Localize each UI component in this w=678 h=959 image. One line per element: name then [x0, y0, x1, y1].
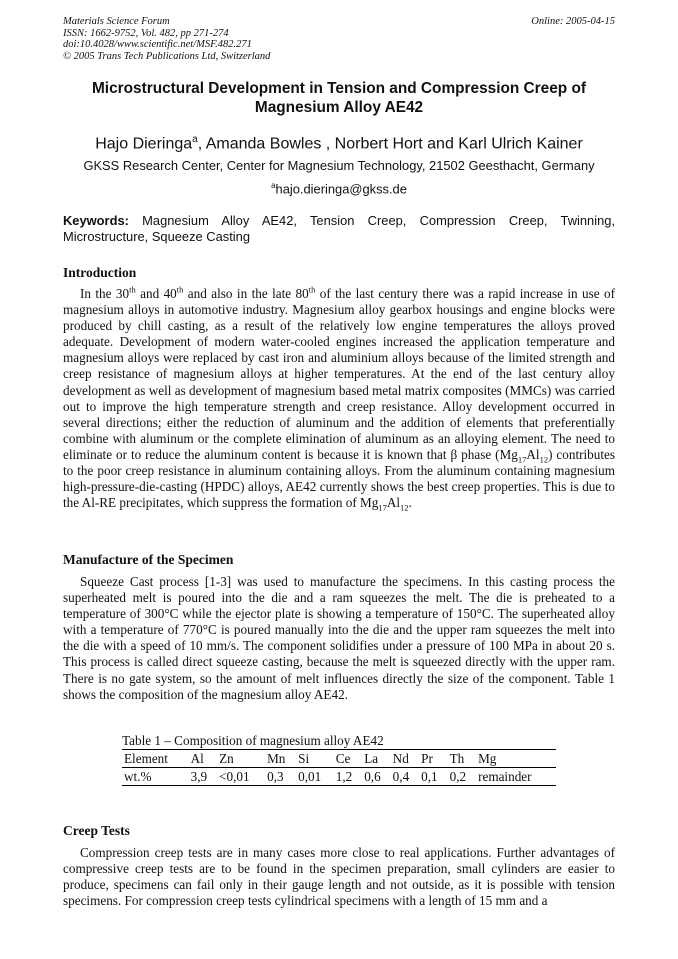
author-list — [40, 130, 638, 154]
intro-text: In the 30 — [80, 286, 130, 301]
intro-sub: 17 — [517, 454, 527, 465]
title-line-1: Microstructural Development in Tension and Compression Creep of — [91, 80, 586, 97]
intro-text: and also in the late 80 — [183, 286, 309, 301]
keywords-label: Keywords: — [63, 213, 129, 228]
intro-sub: 12 — [539, 454, 549, 465]
table-header-cell: Si — [296, 750, 334, 768]
creep-tests-paragraph: Compression creep tests are in many cases more close to real applications. Further advantages of compressive creep tests are to be found in the specimen preparation, small cylinders are easier to produce, specimens can fail only in their gauge length and not outside, as it is possible with tension specimens. For compression creep tests cylindrical specimens with a length of 15 mm and a — [63, 845, 615, 909]
contact-email — [40, 178, 638, 197]
table-cell: 0,2 — [448, 768, 476, 786]
table-cell: 0,1 — [419, 768, 447, 786]
title-line-2: Magnesium Alloy AE42 — [254, 98, 424, 116]
doi-line: doi:10.4028/www.scientific.net/MSF.482.271 — [63, 39, 252, 51]
intro-text: and 40 — [135, 286, 177, 301]
table-cell: 0,3 — [265, 768, 296, 786]
copyright-line: © 2005 Trans Tech Publications Ltd, Switzerland — [63, 50, 271, 62]
intro-sup: th — [129, 284, 136, 295]
first-author: Hajo Dieringa — [95, 135, 193, 153]
other-authors-text: , Amanda Bowles , Norbert Hort and Karl Ulrich Kainer — [197, 135, 583, 153]
table-cell: 1,2 — [334, 768, 362, 786]
intro-text: Al — [526, 446, 540, 462]
first-author-affil-mark: a — [192, 134, 198, 145]
table-header-cell: Ce — [334, 750, 362, 768]
intro-sub: 17 — [378, 502, 387, 513]
introduction-heading: Introduction — [63, 265, 137, 280]
table-cell: 3,9 — [189, 768, 217, 786]
intro-text: ) contributes to the poor creep resistance in aluminum containing alloys. From the aluminum containing magnesium high-pressure-die-casting (HPDC) alloys, AE42 currently shows the best creep properties. This is due to the Al-RE precipitates, which suppress the formation of Mg — [63, 446, 616, 511]
table-cell: wt.% — [122, 768, 189, 786]
email-affil-mark: a — [271, 181, 276, 190]
online-date: Online: 2005-04-15 — [531, 16, 615, 27]
manufacture-heading: Manufacture of the Specimen — [63, 552, 234, 567]
table-header-cell: Th — [448, 750, 476, 768]
table-header-cell: Element — [122, 750, 189, 768]
email-address: hajo.dieringa@gkss.de — [275, 181, 407, 197]
table-row — [122, 768, 556, 786]
intro-sub: 12 — [400, 502, 409, 513]
journal-name: Materials Science Forum — [63, 16, 170, 27]
table-cell: remainder — [476, 768, 556, 786]
journal-header — [63, 16, 615, 62]
intro-sup: th — [176, 284, 184, 295]
table-header-cell: Mn — [265, 750, 296, 768]
composition-table-block — [122, 733, 556, 786]
table-caption: Table 1 – Composition of magnesium alloy AE42 — [122, 733, 384, 748]
table-cell: 0,01 — [296, 768, 334, 786]
table-header-cell: Al — [189, 750, 217, 768]
table-header-cell: Nd — [391, 750, 419, 768]
table-header-row — [122, 750, 556, 768]
keywords-text: Magnesium Alloy AE42, Tension Creep, Compression Creep, Twinning, Microstructure, Squeeze Casting — [63, 213, 615, 245]
table-header-cell: Zn — [217, 750, 265, 768]
table-cell: <0,01 — [217, 768, 265, 786]
table-header-cell: La — [362, 750, 390, 768]
affiliation: GKSS Research Center, Center for Magnesium Technology, 21502 Geesthacht, Germany — [83, 158, 595, 173]
issn-line: ISSN: 1662-9752, Vol. 482, pp 271-274 — [63, 27, 229, 39]
table-header-cell: Pr — [419, 750, 447, 768]
table-cell: 0,6 — [362, 768, 390, 786]
paper-title — [63, 80, 615, 117]
composition-table — [122, 749, 556, 786]
intro-sup: th — [308, 284, 316, 295]
intro-text: Al — [386, 495, 401, 511]
manufacture-paragraph: Squeeze Cast process [1-3] was used to manufacture the specimens. In this casting process the superheated melt is poured into the die and a ram squeezes the melt. The die is preheated to a temperature of 300°C while the ejector plate is showing a temperature of 150°C. The superheated alloy with a temperature of 770°C is poured manually into the die and the upper ram squeezes the melt into the die with a speed of 10 mm/s. The component solidifies under a pressure of 100 MPa in about 20 s. This process is called direct squeeze casting, because the melt is squeezed directly with the upper ram. There is no gate system, so the amount of melt influences directly the size of the component. Table 1 shows the composition of the magnesium alloy AE42. — [63, 574, 615, 702]
creep-tests-heading: Creep Tests — [63, 823, 130, 838]
introduction-paragraph — [63, 286, 615, 511]
intro-text: . — [408, 495, 412, 511]
table-header-cell: Mg — [476, 750, 556, 768]
intro-text: of the last century there was a rapid increase in use of magnesium alloys in automotive industry. Magnesium alloy gearbox housings and engine blocks were produced by chill casting, as a result of the relatively low engine temperatures the alloys proved adequate. Development of modern water-cooled engines increased the application temperature and magnesium alloys were replaced by cast iron and aluminium alloys because of the limited strength and creep resistance of magnesium alloys at higher temperatures. At the end of the last century alloy development as well as development of magnesium based metal matrix composites (MMCs) was carried out to improve the high temperature strength and creep resistance. Alloy development occurred in several directions; either the reduction of aluminum and the addition of elements that preferentially combine with aluminum or the complete elimination of aluminum as an alloying element. The need to eliminate or to reduce the aluminum content is because it is known that β phase (Mg — [63, 286, 615, 462]
table-cell: 0,4 — [391, 768, 419, 786]
keywords — [63, 213, 615, 246]
